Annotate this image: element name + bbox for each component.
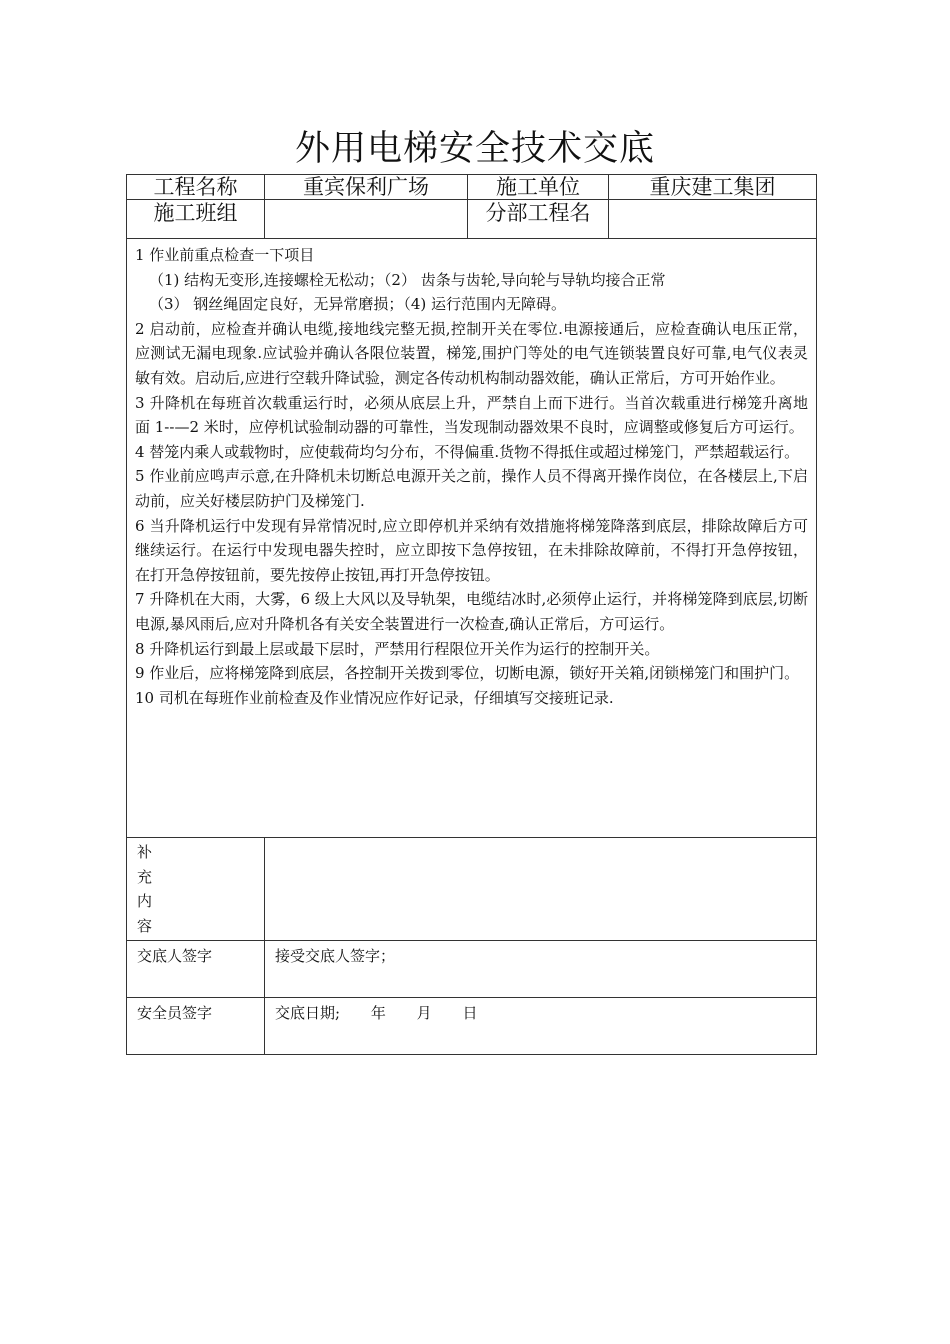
item-4: 4 替笼内乘人或载物时，应使载荷均匀分布，不得偏重.货物不得抵住或超过梯笼门，严禁超载运行。	[135, 442, 800, 461]
briefing-date-label: 交底日期;	[275, 1004, 341, 1022]
contractor-value[interactable]: 重庆建工集团	[609, 175, 817, 200]
document-title: 外用电梯安全技术交底	[294, 129, 655, 169]
project-name-value[interactable]: 重宾保利广场	[265, 175, 468, 200]
supplement-label	[127, 838, 265, 941]
date-month-label: 月	[416, 1004, 432, 1022]
supplement-value[interactable]	[265, 838, 817, 941]
sub-project-value[interactable]	[609, 200, 817, 239]
header-row-1	[127, 175, 817, 200]
supplement-label-char: 容	[137, 916, 153, 935]
supplement-label-char: 充	[137, 867, 153, 886]
item-7: 7 升降机在大雨，大雾，6 级上大风以及导轨架，电缆结冰时,必须停止运行，并将梯笼降到底层,切断电源,暴风雨后,应对升降机各有关安全装置进行一次检查,确认正常后，方可运行。	[135, 590, 808, 633]
project-name-label: 工程名称	[127, 175, 265, 200]
date-day-label: 日	[462, 1004, 478, 1022]
item-8: 8 升降机运行到最上层或最下层时，严禁用行程限位开关作为运行的控制开关。	[135, 639, 660, 658]
contractor-label: 施工单位	[468, 175, 609, 200]
date-year-label: 年	[370, 1004, 386, 1022]
item-2: 2 启动前，应检查并确认电缆,接地线完整无损,控制开关在零位.电源接通后，应检查确认电压正常，应测试无漏电现象.应试验并确认各限位装置，梯笼,围护门等处的电气连锁装置良好可靠,电气仪表灵敏有效。启动后,应进行空载升降试验，测定各传动机构制动器效能，确认正常后，方可开始作业。	[135, 319, 808, 387]
item-1-line-2: （3） 钢丝绳固定良好，无异常磨损；（4) 运行范围内无障碍。	[149, 295, 566, 314]
signature-row-1	[127, 941, 817, 998]
header-row-2	[127, 200, 817, 239]
item-3: 3 升降机在每班首次载重运行时，必须从底层上升，严禁自上而下进行。当首次载重进行梯笼升离地面 1--—2 米时，应停机试验制动器的可靠性，当发现制动器效果不良时，应调整或修复后方可运行。	[135, 393, 808, 437]
handover-signature-label: 交底人签字	[127, 941, 265, 998]
safety-officer-signature-label: 安全员签字	[127, 998, 265, 1055]
supplement-row	[127, 838, 817, 941]
content-row	[127, 239, 817, 838]
item-9: 9 作业后，应将梯笼降到底层，各控制开关拨到零位，切断电源，锁好开关箱,闭锁梯笼门和围护门。	[135, 664, 800, 683]
item-1-title: 1 作业前重点检查一下项目	[135, 246, 315, 264]
briefing-table	[126, 174, 817, 1055]
supplement-label-char: 补	[137, 843, 153, 861]
receiver-signature-field[interactable]	[265, 941, 817, 998]
briefing-date-field[interactable]	[265, 998, 817, 1055]
supplement-label-char: 内	[137, 892, 153, 910]
item-1-line-1: （1) 结构无变形,连接螺栓无松动；（2） 齿条与齿轮,导向轮与导轨均接合正常	[149, 270, 666, 289]
item-5: 5 作业前应鸣声示意,在升降机未切断总电源开关之前，操作人员不得离开操作岗位，在各楼层上,下启动前，应关好楼层防护门及梯笼门.	[135, 467, 808, 510]
team-label: 施工班组	[127, 200, 265, 239]
team-value[interactable]	[265, 200, 468, 239]
briefing-content	[127, 239, 817, 838]
receiver-signature-label: 接受交底人签字；	[275, 947, 396, 965]
item-6: 6 当升降机运行中发现有异常情况时,应立即停机并采纳有效措施将梯笼降落到底层，排除故障后方可继续运行。在运行中发现电器失控时，应立即按下急停按钮，在未排除故障前，不得打开急停按钮，在打开急停按钮前，要先按停止按钮,再打开急停按钮。	[135, 516, 808, 584]
sub-project-label: 分部工程名	[468, 200, 609, 239]
item-10: 10 司机在每班作业前检查及作业情况应作好记录，仔细填写交接班记录.	[135, 688, 614, 707]
signature-row-2	[127, 998, 817, 1055]
